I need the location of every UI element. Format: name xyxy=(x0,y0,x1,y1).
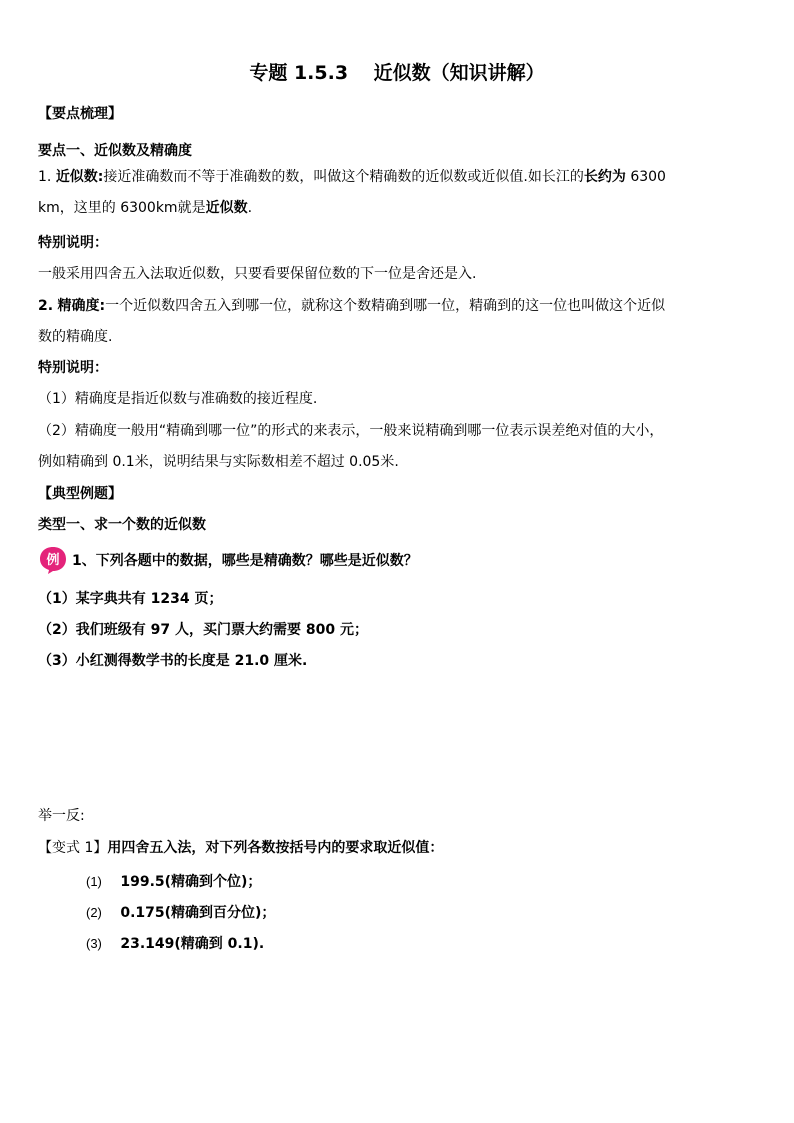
variant1-item-3 xyxy=(86,934,264,954)
item1-line2 xyxy=(38,198,252,218)
variant1-item-2 xyxy=(86,903,275,923)
example1-item-1: （1）某字典共有 1234 页； xyxy=(38,591,223,607)
variant1-item-index: (1) xyxy=(86,874,102,889)
item1-line2-end: . xyxy=(247,200,253,216)
page-title: 专题 1.5.3 近似数（知识讲解） xyxy=(249,62,545,84)
variant1-item-text: 0.175(精确到百分位)； xyxy=(120,905,276,921)
example1-question: 1、下列各题中的数据，哪些是精确数？哪些是近似数？ xyxy=(72,553,418,569)
note2-item-2: （2）精确度一般用“精确到哪一位”的形式的来表示，一般来说精确到哪一位表示误差绝对值的大小， xyxy=(38,423,664,439)
variant1-item-1 xyxy=(86,872,261,892)
item1-bold: 长约为 xyxy=(583,169,626,185)
variant1-item-text: 199.5(精确到个位)； xyxy=(120,874,262,890)
item2-number: 2. xyxy=(38,298,54,314)
variant1-item-index: (3) xyxy=(86,936,102,951)
item1-line2-text: km，这里的 6300km就是 xyxy=(38,200,206,216)
item1-term: 近似数: xyxy=(55,169,104,185)
item1-value: 6300 xyxy=(630,169,666,185)
example1-item-3: （3）小红测得数学书的长度是 21.0 厘米. xyxy=(38,653,308,669)
variant1-item-text: 23.149(精确到 0.1). xyxy=(120,936,265,952)
item2-line1 xyxy=(38,296,665,316)
variant1-text: 用四舍五入法，对下列各数按括号内的要求取近似值： xyxy=(107,840,444,856)
note2-continued: 例如精确到 0.1米，说明结果与实际数相差不超过 0.05米. xyxy=(38,454,399,470)
example-badge-icon xyxy=(38,545,68,575)
variant1-tag: 【变式 1】 xyxy=(38,840,108,856)
example1-item-2: （2）我们班级有 97 人，买门票大约需要 800 元； xyxy=(38,622,368,638)
note2-item-1: （1）精确度是指近似数与准确数的接近程度. xyxy=(38,391,318,407)
example-badge-char: 例 xyxy=(46,553,60,568)
item2-term: 精确度: xyxy=(57,298,106,314)
practice-label: 举一反: xyxy=(38,808,85,824)
variant1-item-index: (2) xyxy=(86,905,102,920)
item1-line1 xyxy=(38,167,666,187)
item1-line2-bold: 近似数 xyxy=(205,200,248,216)
section-examples: 【典型例题】 xyxy=(38,486,122,502)
point1-heading: 要点一、近似数及精确度 xyxy=(38,143,192,159)
item2-text: 一个近似数四舍五入到哪一位，就称这个数精确到哪一位，精确到的这一位也叫做这个近似 xyxy=(105,298,666,314)
special-note-1: 特别说明： xyxy=(38,235,108,251)
section-key-points: 【要点梳理】 xyxy=(38,106,122,122)
item1-text: 接近准确数而不等于准确数的数，叫做这个精确数的近似数或近似值.如长江的 xyxy=(103,169,584,185)
type1-heading: 类型一、求一个数的近似数 xyxy=(38,517,206,533)
variant1-line xyxy=(38,838,443,858)
item2-line2: 数的精确度. xyxy=(38,329,113,345)
note1-text: 一般采用四舍五入法取近似数，只要看要保留位数的下一位是舍还是入. xyxy=(38,266,477,282)
special-note-2: 特别说明： xyxy=(38,360,108,376)
item1-number: 1. xyxy=(38,169,52,185)
